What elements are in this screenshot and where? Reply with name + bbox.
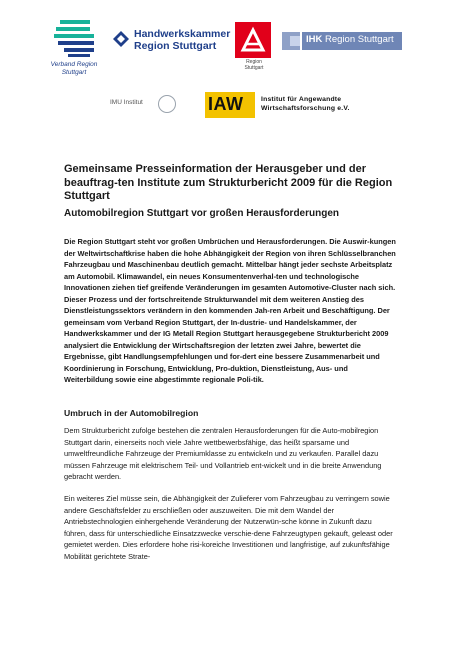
- ihk-name: [306, 34, 394, 45]
- igmetall-logo: [235, 22, 273, 74]
- vrs-caption: Verband Region Stuttgart: [50, 61, 98, 76]
- imu-ring-icon: [158, 95, 176, 113]
- hwk-line1: Handwerkskammer: [134, 28, 231, 40]
- vrs-mark-icon: [54, 20, 98, 58]
- igmetall-mark-icon: [235, 22, 271, 58]
- ihk-inner-square: [290, 36, 300, 46]
- iaw-acronym: IAW: [208, 94, 244, 114]
- section-heading: Umbruch in der Automobilregion: [64, 408, 199, 418]
- ihk-logo: [282, 30, 402, 54]
- handwerkskammer-logo: [113, 25, 233, 61]
- hwk-diamond-icon: [113, 31, 129, 47]
- vrs-logo: [42, 18, 106, 78]
- iaw-line1: Institut für Angewandte: [261, 96, 342, 103]
- lead-paragraph: Die Region Stuttgart steht vor großen Umbrüchen und Herausforderungen. Die Auswir-kungen der Weltwirtschaftkrise haben die hohe Abhängigkeit der Region von ihren Schlüsselbranchen Fahrzeugbau und Maschinenbau deutlich gemacht. Mittelbar hängt jeder sechste Arbeitsplatz am Automobil. Klimawandel, ein neues Konsumentenverhal-ten und technologische Innovationen ziehen tief greifende Veränderungen im gesamten Automotive-Cluster nach sich. Dieser Prozess und der fortschreitende Strukturwandel mit dem weiteren Anstieg des Dienstleistungssektors verändern in den kommenden Jah-ren Arbeit und Beschäftigung. Der gemeinsam vom Verband Region Stuttgart, der In-dustrie- und Handelskammer, der Handwerkskammer und der IG Metall Region Stuttgart herausgegebene Strukturbericht 2009 analysiert die Entwicklung der Wirtschaftsregion der letzten zwei Jahre, bewertet die Ergebnisse, gibt Handlungsempfehlungen und for-dert eine bessere Zusammenarbeit und Koordinierung in Forschung, Entwicklung, Pro-duktion, Dienstleistung, Aus- und Weiterbildung sowie eine abgestimmte regionale Poli-tik.: [64, 237, 396, 384]
- iaw-box: [205, 92, 255, 118]
- ihk-bold: IHK: [306, 34, 323, 45]
- hwk-line2: Region Stuttgart: [134, 40, 217, 52]
- iaw-logo: [205, 92, 375, 122]
- body-paragraph-1: Dem Strukturbericht zufolge bestehen die zentralen Herausforderungen für die Auto-mobilregion Stuttgart darin, einerseits noch viele Jahre wettbewerbsfähige, das heißt sparsame und umweltfreundliche Fahrzeuge der Premiumklasse zu entwickeln und zu verkaufen. Parallel dazu müssen Fahrzeuge mit elektrischem Teil- und Vollantrieb ent-wickelt und in die breite Anwendung gebracht werden.: [64, 426, 382, 482]
- iaw-name: [261, 95, 350, 113]
- iaw-line2: Wirtschaftsforschung e.V.: [261, 105, 350, 112]
- document-title: Gemeinsame Presseinformation der Herausgeber und der beauftrag-ten Institute zum Strukturbericht 2009 für die Region Stuttgart: [64, 163, 393, 202]
- ihk-rest: Region Stuttgart: [322, 34, 394, 45]
- imu-text: IMU Institut: [110, 99, 143, 106]
- body-paragraph-2: Ein weiteres Ziel müsse sein, die Abhängigkeit der Zulieferer vom Fahrzeugbau zu verringern sowie andere Geschäftsfelder zu erschließen oder auszuweiten. Die mit dem Wandel der Antriebstechnologien einhergehende Veränderung der Nutzerwün-sche könne in Zukunft dazu führen, dass für unterschiedliche Einsatzzwecke verschie-dene Fahrzeugtypen gekauft, geleast oder gemietet werden. Dies erfordere hohe risi-koreiche Investitionen und langfristige, auf zukunftsfähige Mobilität gerichtete Strate-: [64, 494, 393, 561]
- hwk-name: [134, 28, 230, 52]
- document-headline: Automobilregion Stuttgart vor großen Herausforderungen: [64, 208, 340, 219]
- imu-logo: [110, 95, 182, 115]
- igmetall-caption: [235, 59, 273, 71]
- igmetall-caption-line2: Stuttgart: [244, 65, 264, 71]
- igmetall-caption-line1: Region: [246, 59, 262, 65]
